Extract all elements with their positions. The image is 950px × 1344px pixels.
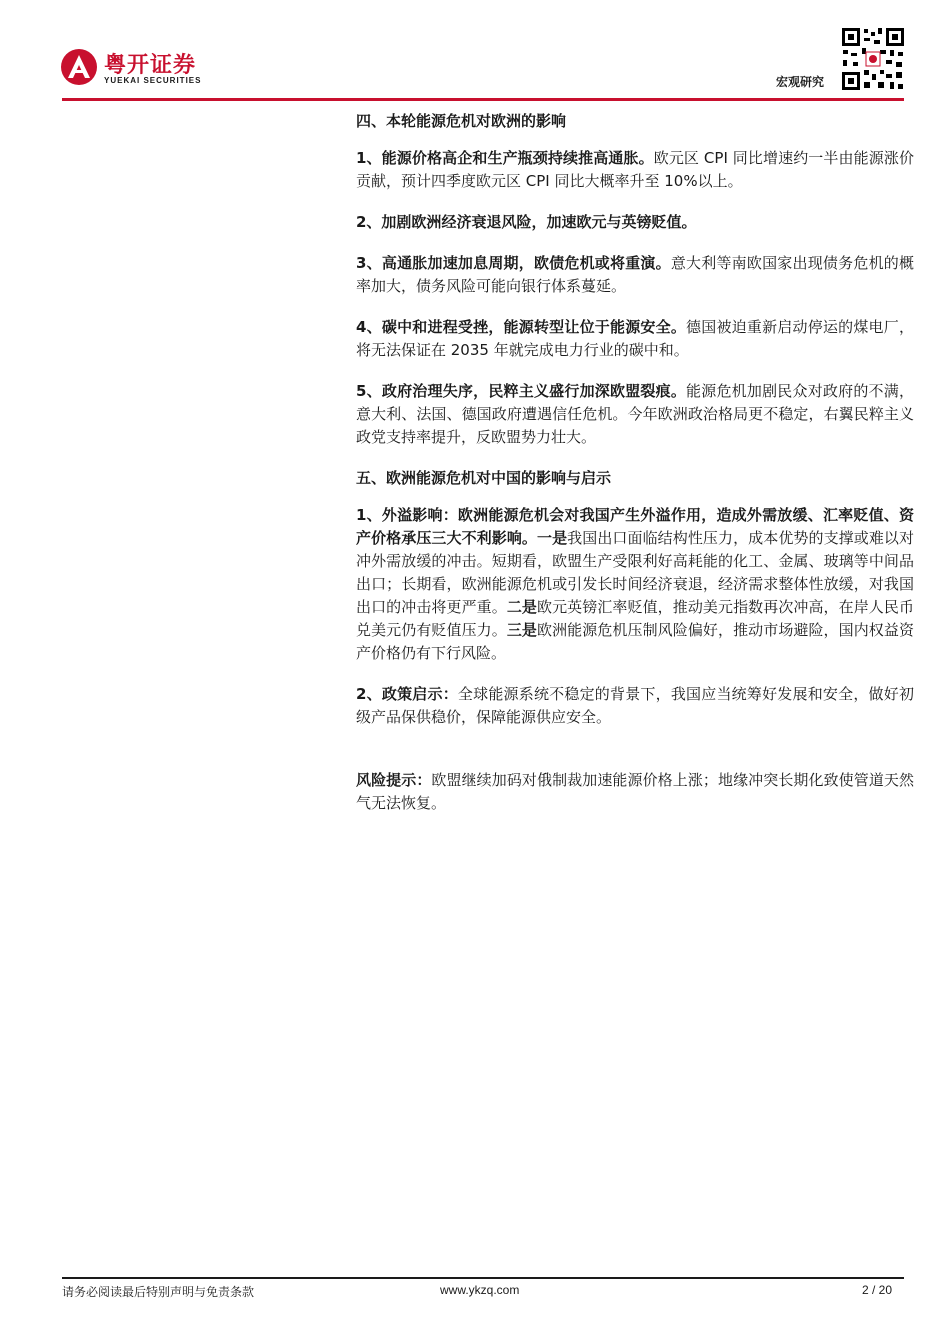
- paragraph-text: 欧元区 CPI 同比增速约一半由能源涨价贡献，预计四季度欧元区 CPI 同比大概率升至 10%以上。: [356, 149, 914, 190]
- paragraph-4-4: [356, 316, 914, 362]
- section-heading-4: 四、本轮能源危机对欧洲的影响: [356, 112, 567, 130]
- section-heading-5: 五、欧洲能源危机对中国的影响与启示: [356, 469, 612, 487]
- yuekai-logo-icon: [60, 48, 98, 86]
- risk-label: 风险提示：: [356, 771, 432, 789]
- qr-code-icon: [840, 26, 906, 92]
- paragraph-4-1: [356, 147, 914, 193]
- point-one-text: 我国出口面临结构性压力，成本优势的支撑或难以对冲外需放缓的冲击。短期看，欧盟生产受限利好高耗能的化工、金属、玻璃等中间品出口；长期看，欧洲能源危机或引发长时间经济衰退，经济需求整体性放缓，对我国出口的冲击将更严重。: [356, 529, 914, 616]
- spacer: [356, 747, 914, 769]
- point-three-text: 欧洲能源危机压制风险偏好，推动市场避险，国内权益资产价格仍有下行风险。: [356, 621, 914, 662]
- paragraph-4-3: [356, 252, 914, 298]
- paragraph-text: 意大利等南欧国家出现债务危机的概率加大，债务风险可能向银行体系蔓延。: [356, 254, 914, 295]
- logo-english-name: YUEKAI SECURITIES: [104, 76, 202, 85]
- paragraph-lead: 1、外溢影响：欧洲能源危机会对我国产生外溢作用，造成外需放缓、汇率贬值、资产价格承压三大不利影响。: [356, 506, 914, 547]
- footer-website-link[interactable]: www.ykzq.com: [440, 1283, 520, 1297]
- paragraph-lead: 1、能源价格高企和生产瓶颈持续推高通胀。: [356, 149, 654, 167]
- paragraph-5-1: [356, 504, 914, 665]
- footer-divider: [62, 1277, 904, 1279]
- page-number: 2 / 20: [862, 1283, 893, 1297]
- point-one-label: 一是: [537, 529, 568, 547]
- risk-text: 欧盟继续加码对俄制裁加速能源价格上涨；地缘冲突长期化致使管道天然气无法恢复。: [356, 771, 914, 812]
- header-divider: [62, 98, 904, 101]
- paragraph-4-5: [356, 380, 914, 449]
- report-type-label: 宏观研究: [776, 75, 825, 89]
- logo-chinese-name: 粤开证券: [104, 53, 197, 78]
- paragraph-lead: 2、政策启示：: [356, 685, 458, 703]
- page-header: [0, 0, 950, 105]
- paragraph-lead: 2、加剧欧洲经济衰退风险，加速欧元与英镑贬值。: [356, 213, 697, 231]
- point-three-label: 三是: [506, 621, 537, 639]
- paragraph-text: 德国被迫重新启动停运的煤电厂，将无法保证在 2035 年就完成电力行业的碳中和。: [356, 318, 914, 359]
- paragraph-text: 能源危机加剧民众对政府的不满，意大利、法国、德国政府遭遇信任危机。今年欧洲政治格局更不稳定，右翼民粹主义政党支持率提升，反欧盟势力壮大。: [356, 382, 914, 446]
- paragraph-lead: 5、政府治理失序，民粹主义盛行加深欧盟裂痕。: [356, 382, 687, 400]
- paragraph-text: 全球能源系统不稳定的背景下，我国应当统筹好发展和安全，做好初级产品保供稳价，保障能源供应安全。: [356, 685, 914, 726]
- point-two-text: 欧元英镑汇率贬值，推动美元指数再次冲高，在岸人民币兑美元仍有贬值压力。: [356, 598, 914, 639]
- footer-disclaimer: 请务必阅读最后特别声明与免责条款: [62, 1285, 255, 1299]
- paragraph-5-2: [356, 683, 914, 729]
- point-two-label: 二是: [506, 598, 537, 616]
- risk-warning: [356, 769, 914, 815]
- paragraph-4-2: [356, 211, 914, 234]
- document-body: [356, 110, 914, 833]
- paragraph-lead: 3、高通胀加速加息周期，欧债危机或将重演。: [356, 254, 671, 272]
- company-logo[interactable]: [60, 48, 230, 92]
- paragraph-lead: 4、碳中和进程受挫，能源转型让位于能源安全。: [356, 318, 687, 336]
